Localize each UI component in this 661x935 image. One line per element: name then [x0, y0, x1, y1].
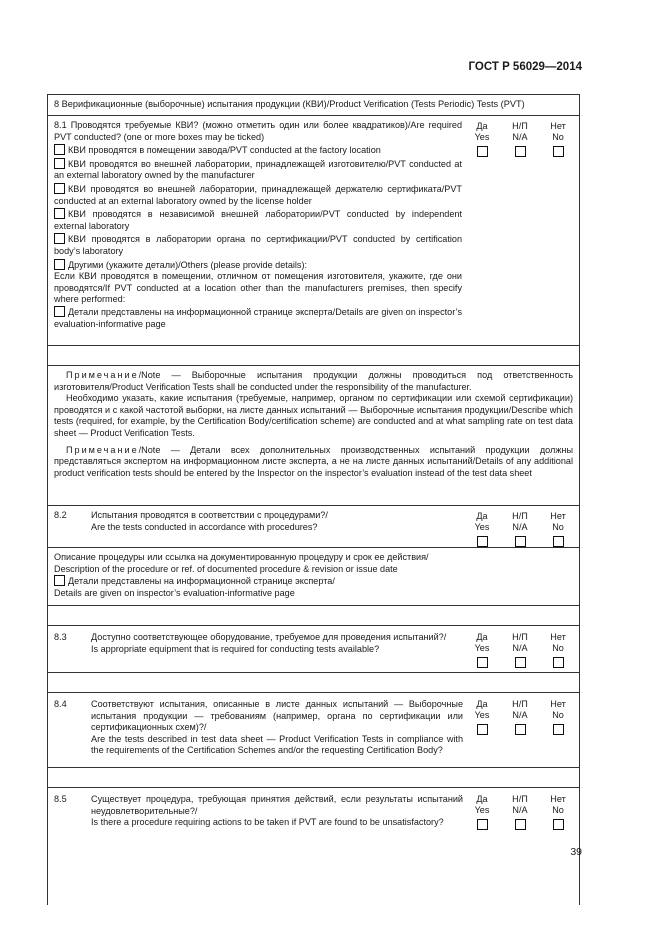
procedure-description-row: [48, 547, 579, 605]
question-8-4-ru: Соответствуют испытания, описанные в листе данных испытаний — Выборочные испытания продукции — требованиям (например, органа по сертификации или сертификационных схем)?/: [91, 699, 463, 733]
yes-ru: Да: [476, 511, 488, 521]
procedure-description-en: Description of the procedure or ref. of documented procedure & revision or issue date: [54, 563, 398, 574]
yes-ru: Да: [476, 794, 488, 804]
yes-en: Yes: [474, 642, 490, 653]
na-en: N/A: [512, 521, 528, 532]
answer-na: [505, 511, 535, 547]
question-8-1-row: [48, 115, 579, 345]
question-8-2: [91, 510, 463, 533]
question-8-2-ru: Испытания проводятся в соответствии с процедурами?/: [91, 510, 328, 520]
yes-checkbox[interactable]: [477, 724, 488, 735]
no-checkbox[interactable]: [553, 657, 564, 668]
answer-yes: [467, 632, 497, 668]
note-1-label: Примечание: [66, 370, 139, 380]
question-8-5-number: 8.5: [54, 794, 67, 804]
option-6-checkbox[interactable]: [54, 259, 65, 270]
no-en: No: [552, 709, 564, 720]
option-3-checkbox[interactable]: [54, 183, 65, 194]
question-8-1-extra: Если КВИ проводятся в помещении, отличном от помещения изготовителя, укажите, где они проводятся/If PVT conducted at a location other than the manufacturers premises, then specify where performed:: [54, 271, 462, 305]
option-2-label: КВИ проводятся во внешней лаборатории, принадлежащей изготовителю/PVT conducted at an external laboratory owned by the manufacturer: [54, 158, 462, 181]
option-6: [54, 259, 462, 272]
option-3-label: КВИ проводятся во внешней лаборатории, принадлежащей держателю сертификата/PVT conducted at an external laboratory owned by the license holder: [54, 183, 462, 206]
na-en: N/A: [512, 804, 528, 815]
procedure-description-ru: Описание процедуры или ссылка на документированную процедуру и срок ее действия/: [54, 552, 429, 562]
yes-ru: Да: [476, 632, 488, 642]
question-8-2-row: [48, 505, 579, 547]
answer-na: [505, 699, 535, 735]
no-en: No: [552, 521, 564, 532]
question-8-4-row: [48, 692, 579, 767]
note-2: Необходимо указать, какие испытания (требуемые, например, органом по сертификации или схемой сертификации) проводятся и с какой частотой выборки, на листе данных испытаний — Выборочные испытания продукции/Describe which tests (required, for example, by the Certification Body/certification scheme) are conducted and at what sampling rate on test data sheet — Product Verification Tests.: [54, 393, 573, 438]
answer-no: [543, 699, 573, 735]
option-6-label: Другими (укажите детали)/Others (please provide details):: [68, 259, 308, 270]
option-1-checkbox[interactable]: [54, 144, 65, 155]
question-8-4: [91, 699, 463, 757]
yes-ru: Да: [476, 121, 488, 131]
yes-checkbox[interactable]: [477, 536, 488, 547]
na-ru: Н/П: [512, 121, 528, 131]
option-1-label: КВИ проводятся в помещении завода/PVT conducted at the factory location: [68, 145, 381, 156]
option-4: [54, 208, 462, 232]
answer-no: [543, 511, 573, 547]
option-2: [54, 158, 462, 182]
question-8-2-number: 8.2: [54, 510, 67, 520]
na-en: N/A: [512, 131, 528, 142]
question-8-3-number: 8.3: [54, 632, 67, 642]
note-3: [54, 445, 573, 480]
option-2-checkbox[interactable]: [54, 158, 65, 169]
no-ru: Нет: [550, 699, 566, 709]
option-5: [54, 233, 462, 257]
no-ru: Нет: [550, 511, 566, 521]
na-checkbox[interactable]: [515, 724, 526, 735]
yes-checkbox[interactable]: [477, 146, 488, 157]
no-checkbox[interactable]: [553, 146, 564, 157]
na-en: N/A: [512, 709, 528, 720]
answer-na: [505, 794, 535, 830]
procedure-details: [54, 575, 573, 588]
details-checkbox[interactable]: [54, 306, 65, 317]
spacer-row: [48, 672, 579, 692]
spacer-row: [48, 767, 579, 787]
option-4-label: КВИ проводятся в независимой внешней лаборатории/PVT conducted by independent external laboratory: [54, 209, 462, 231]
no-checkbox[interactable]: [553, 819, 564, 830]
na-ru: Н/П: [512, 794, 528, 804]
note-1-text: /Note — Выборочные испытания продукции должны проводиться под ответственность изготовителя/Product Verification Tests shall be conducted under the responsibility of the manufacturer.: [54, 370, 573, 392]
answer-no: [543, 632, 573, 668]
na-checkbox[interactable]: [515, 819, 526, 830]
question-8-5: [91, 794, 463, 829]
option-5-checkbox[interactable]: [54, 233, 65, 244]
yes-en: Yes: [474, 804, 490, 815]
question-8-1-details: [54, 306, 462, 330]
question-8-1-text: 8.1 Проводятся требуемые КВИ? (можно отметить один или более квадратиков)/Are required PVT conducted? (one or more boxes may be ticked): [54, 120, 462, 142]
yes-checkbox[interactable]: [477, 819, 488, 830]
no-en: No: [552, 642, 564, 653]
yes-en: Yes: [474, 709, 490, 720]
question-8-5-ru: Существует процедура, требующая принятия действий, если результаты испытаний неудовлетворительные?/: [91, 794, 463, 816]
na-checkbox[interactable]: [515, 657, 526, 668]
answer-yes: [467, 699, 497, 735]
yes-ru: Да: [476, 699, 488, 709]
no-ru: Нет: [550, 121, 566, 131]
checklist-table: [47, 94, 580, 905]
no-en: No: [552, 131, 564, 142]
notes-row: [48, 365, 579, 505]
no-en: No: [552, 804, 564, 815]
question-8-5-row: [48, 787, 579, 834]
answer-yes: [467, 121, 497, 157]
yes-en: Yes: [474, 131, 490, 142]
na-checkbox[interactable]: [515, 146, 526, 157]
standard-header: ГОСТ Р 56029—2014: [468, 61, 582, 73]
details-label: Детали представлены на информационной странице эксперта/Details are given on inspector’s evaluation-informative page: [54, 306, 462, 329]
question-8-3-ru: Доступно соответствующее оборудование, требуемое для проведения испытаний?/: [91, 632, 447, 642]
option-4-checkbox[interactable]: [54, 208, 65, 219]
option-5-label: КВИ проводятся в лаборатории органа по сертификации/PVT conducted by certification body’s laboratory: [54, 234, 462, 256]
note-3-label: Примечание: [66, 444, 139, 455]
procedure-details-checkbox[interactable]: [54, 575, 65, 586]
na-ru: Н/П: [512, 511, 528, 521]
yes-checkbox[interactable]: [477, 657, 488, 668]
option-3: [54, 183, 462, 207]
no-ru: Нет: [550, 632, 566, 642]
answer-group-8-1: [467, 121, 573, 171]
question-8-5-en: Is there a procedure requiring actions to be taken if PVT are found to be unsatisfactory?: [91, 817, 444, 828]
spacer-row: [48, 605, 579, 625]
na-ru: Н/П: [512, 699, 528, 709]
option-1: [54, 144, 462, 157]
answer-group-8-4: [467, 699, 573, 749]
answer-yes: [467, 794, 497, 830]
question-8-4-en: Are the tests described in test data sheet — Product Verification Tests in compliance with the requirements of the Certification Schemes and/or the requesting Certification Body?: [91, 733, 463, 756]
answer-group-8-5: [467, 794, 573, 844]
na-ru: Н/П: [512, 632, 528, 642]
answer-no: [543, 121, 573, 157]
yes-en: Yes: [474, 521, 490, 532]
section-title-row: [48, 95, 579, 115]
section-title: 8 Верификационные (выборочные) испытания продукции (КВИ)/Product Verification (Tests Periodic) Tests (PVT): [54, 99, 525, 109]
answer-no: [543, 794, 573, 830]
procedure-details-ru: Детали представлены на информационной странице эксперта/: [68, 576, 335, 587]
procedure-description: [54, 552, 573, 599]
page-number: 39: [570, 846, 582, 858]
answer-na: [505, 632, 535, 668]
question-8-2-en: Are the tests conducted in accordance with procedures?: [91, 521, 318, 532]
no-checkbox[interactable]: [553, 724, 564, 735]
no-ru: Нет: [550, 794, 566, 804]
note-3-text: /Note — Детали всех дополнительных производственных испытаний продукции должны представляться экспертом на информационном листе эксперта, а не на листе данных испытаний/Details of any additional product verification tests should be entered by the Inspector on the inspector’s evaluation instead of the test data sheet: [54, 444, 573, 478]
question-8-4-number: 8.4: [54, 699, 67, 709]
question-8-3-row: [48, 625, 579, 672]
no-checkbox[interactable]: [553, 536, 564, 547]
answer-yes: [467, 511, 497, 547]
question-8-3: [91, 632, 463, 655]
na-checkbox[interactable]: [515, 536, 526, 547]
spacer-row: [48, 345, 579, 365]
question-8-3-en: Is appropriate equipment that is required for conducting tests available?: [91, 643, 380, 654]
na-en: N/A: [512, 642, 528, 653]
answer-na: [505, 121, 535, 157]
procedure-details-en: Details are given on inspector’s evaluation-informative page: [54, 587, 295, 598]
notes-block: [54, 370, 573, 484]
question-8-1: [54, 120, 462, 330]
note-1: [54, 370, 573, 393]
